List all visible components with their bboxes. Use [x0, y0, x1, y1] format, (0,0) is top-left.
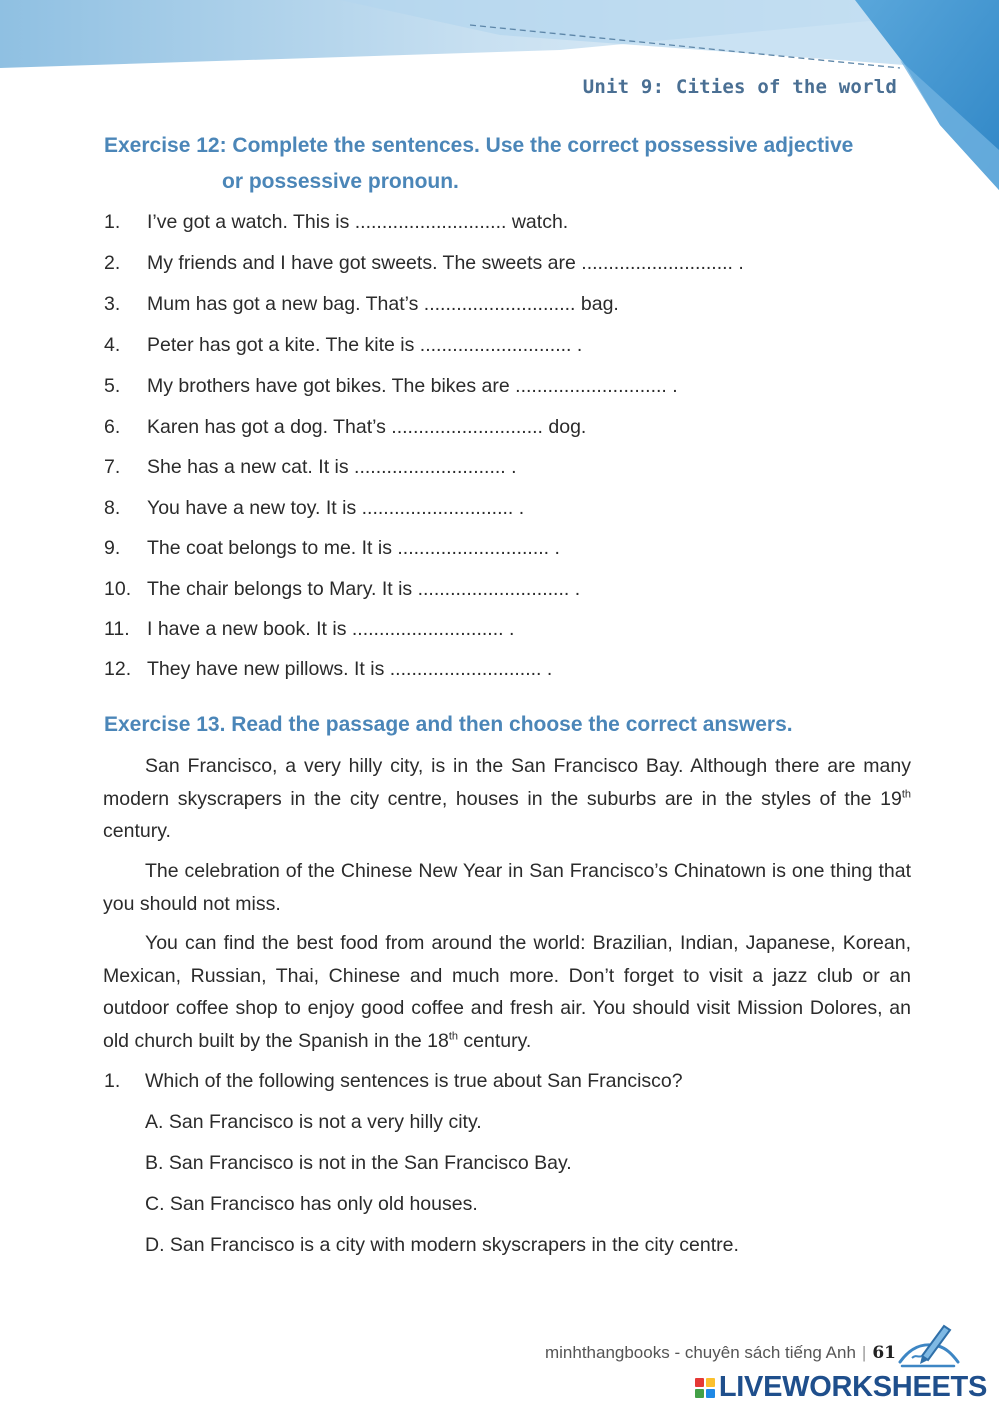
- exercise-12-item: [104, 211, 568, 234]
- passage-paragraph-3: [103, 927, 911, 1057]
- item-sentence: My friends and I have got sweets. The sweets are ............................ .: [147, 252, 744, 274]
- exercise-12-heading: Exercise 12: Complete the sentences. Use the correct possessive adjective: [104, 134, 854, 157]
- item-number: 1.: [104, 211, 121, 233]
- item-number: 12.: [104, 658, 132, 680]
- paragraph-text-end: century.: [103, 820, 171, 842]
- item-sentence: I’ve got a watch. This is ............................ watch.: [147, 211, 569, 233]
- question-text: Which of the following sentences is true about San Francisco?: [145, 1070, 683, 1092]
- item-sentence: You have a new toy. It is ............................ .: [147, 497, 525, 519]
- item-number: 10.: [104, 578, 132, 600]
- exercise-12-item: [104, 416, 586, 439]
- pen-writing-icon: [892, 1318, 964, 1370]
- publisher-name: minhthangbooks - chuyên sách tiếng Anh: [544, 1343, 856, 1362]
- exercise-12-item: [104, 658, 552, 681]
- footer-separator: |: [861, 1343, 867, 1362]
- question-number: 1.: [104, 1070, 121, 1092]
- answer-option-c[interactable]: C. San Francisco has only old houses.: [145, 1193, 478, 1215]
- item-number: 5.: [104, 375, 121, 397]
- item-sentence: Peter has got a kite. The kite is ............................ .: [147, 334, 583, 356]
- item-number: 6.: [104, 416, 121, 438]
- exercise-13-heading: Exercise 13. Read the passage and then choose the correct answers.: [104, 713, 793, 736]
- item-number: 11.: [104, 618, 130, 640]
- item-number: 2.: [104, 252, 121, 274]
- paragraph-text: San Francisco, a very hilly city, is in the San Francisco Bay. Although there are many modern skyscrapers in the city centre, houses in the suburbs are in the styles of the 19: [103, 755, 911, 810]
- item-number: 7.: [104, 456, 121, 478]
- item-sentence: Mum has got a new bag. That’s ............................ bag.: [147, 293, 619, 315]
- page-footer: [545, 1343, 896, 1363]
- ordinal-suffix: th: [448, 1030, 458, 1042]
- item-sentence: The coat belongs to me. It is ............................ .: [147, 537, 560, 559]
- passage-paragraph-1: [103, 750, 911, 848]
- liveworksheets-wordmark: LIVEWORKSHEETS: [718, 1371, 987, 1403]
- exercise-12-item: [104, 537, 560, 560]
- item-sentence: I have a new book. It is ............................ .: [147, 618, 515, 640]
- header-banner: [0, 0, 999, 200]
- answer-option-b[interactable]: B. San Francisco is not in the San Francisco Bay.: [145, 1152, 572, 1174]
- page-number: 61: [872, 1343, 896, 1363]
- exercise-12-item: [104, 252, 744, 275]
- answer-option-a[interactable]: A. San Francisco is not a very hilly city.: [145, 1111, 482, 1133]
- liveworksheets-watermark: [695, 1371, 987, 1404]
- answer-option-d[interactable]: D. San Francisco is a city with modern skyscrapers in the city centre.: [145, 1234, 739, 1256]
- question-1: [104, 1070, 683, 1093]
- exercise-12-item: [104, 334, 582, 357]
- exercise-12-item: [104, 618, 514, 641]
- exercise-12-item: [104, 497, 524, 520]
- passage-paragraph-2: [103, 855, 911, 920]
- item-sentence: She has a new cat. It is ............................ .: [147, 456, 517, 478]
- ordinal-suffix: th: [901, 788, 911, 800]
- item-sentence: They have new pillows. It is ............................ .: [147, 658, 553, 680]
- liveworksheets-logo-icon: [695, 1378, 715, 1398]
- exercise-12-item: [104, 293, 619, 316]
- paragraph-text: The celebration of the Chinese New Year in San Francisco’s Chinatown is one thing that you should not miss.: [103, 860, 911, 915]
- paragraph-text-end: century.: [458, 1029, 532, 1052]
- exercise-12-item: [104, 375, 678, 398]
- unit-title: Unit 9: Cities of the world: [582, 76, 897, 98]
- item-number: 8.: [104, 497, 121, 519]
- item-sentence: Karen has got a dog. That’s ............................ dog.: [147, 416, 587, 438]
- item-number: 4.: [104, 334, 121, 356]
- item-sentence: My brothers have got bikes. The bikes are ............................ .: [147, 375, 678, 397]
- exercise-12-item: [104, 578, 580, 601]
- item-sentence: The chair belongs to Mary. It is ............................ .: [147, 578, 581, 600]
- exercise-12-heading-cont: or possessive pronoun.: [222, 170, 459, 193]
- paragraph-text: You can find the best food from around the world: Brazilian, Indian, Japanese, Korean, Mexican, Russian, Thai, Chinese and much more. Don’t forget to visit a jazz club or an outdoor coffee shop to enjoy good coffee and fresh air. You should visit Mission Dolores, an old church built by the Spanish in the 18: [103, 932, 911, 1052]
- exercise-12-item: [104, 456, 517, 479]
- item-number: 3.: [104, 293, 121, 315]
- item-number: 9.: [104, 537, 121, 559]
